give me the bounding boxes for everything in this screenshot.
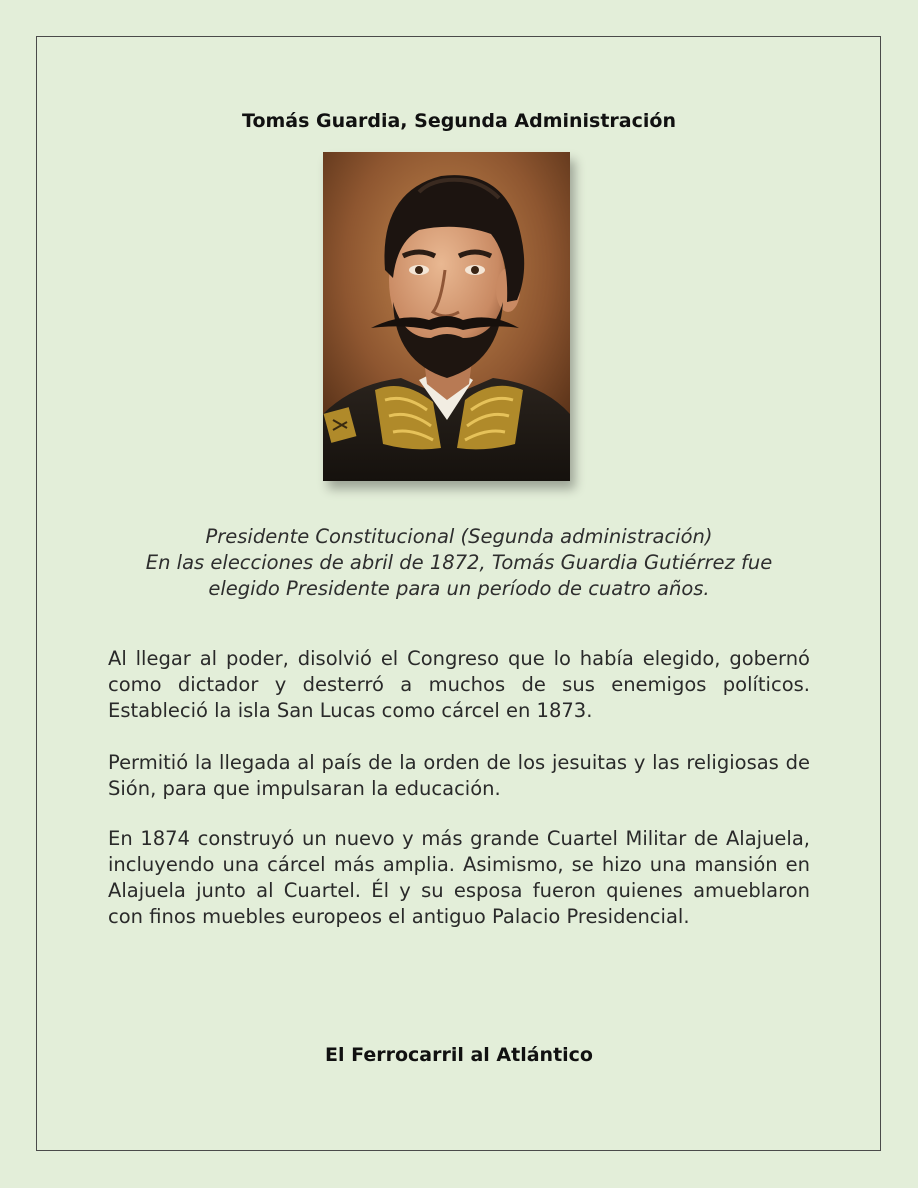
portrait-painting [323, 152, 570, 481]
portrait-caption [120, 524, 798, 602]
body-paragraph: Al llegar al poder, disolvió el Congreso que lo había elegido, gobernó como dictador y desterró a muchos de sus enemigos políticos. Estableció la isla San Lucas como cárcel en 1873. [108, 646, 810, 722]
page-title: Tomás Guardia, Segunda Administración [242, 110, 676, 132]
caption-line: Presidente Constitucional (Segunda administración) [205, 525, 713, 548]
body-paragraph: Permitió la llegada al país de la orden de los jesuitas y las religiosas de Sión, para que impulsaran la educación. [108, 750, 810, 800]
portrait-image [323, 152, 570, 481]
body-paragraph: En 1874 construyó un nuevo y más grande Cuartel Militar de Alajuela, incluyendo una cárcel más amplia. Asimismo, se hizo una mansión en Alajuela junto al Cuartel. Él y su esposa fueron quienes amueblaron con finos muebles europeos el antiguo Palacio Presidencial. [108, 826, 810, 928]
caption-line: elegido Presidente para un período de cuatro años. [208, 577, 710, 600]
caption-line: En las elecciones de abril de 1872, Tomás Guardia Gutiérrez fue [145, 551, 773, 574]
next-section-heading: El Ferrocarril al Atlántico [325, 1044, 593, 1066]
